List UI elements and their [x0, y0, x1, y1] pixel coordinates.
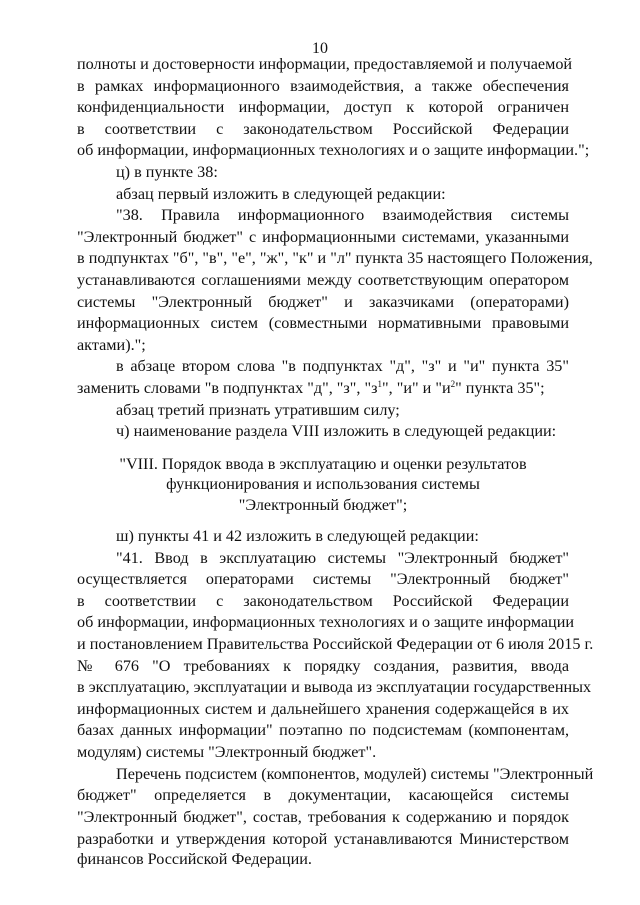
text-line: "41. Ввод в эксплуатацию системы "Электронный бюджет": [116, 549, 569, 567]
text-line: полноты и достоверности информации, предоставляемой и получаемой: [77, 55, 573, 73]
text-line: в эксплуатацию, эксплуатации и вывода из эксплуатации государственных: [77, 678, 592, 696]
text-line: об информации, информационных технологиях и о защите информации.";: [77, 141, 590, 159]
text-line: осуществляется операторами системы "Электронный бюджет": [77, 570, 569, 588]
text-line: "Электронный бюджет", состав, требования к содержанию и порядок: [77, 808, 569, 826]
text-line: в абзаце втором слова "в подпунктах "д", "з" и "и" пункта 35": [116, 357, 569, 375]
text-line: разработки и утверждения которой устанавливаются Министерством: [77, 830, 569, 848]
text-line: информационных систем (совместными нормативными правовыми: [77, 314, 569, 332]
text-line: в соответствии с законодательством Российской Федерации: [77, 120, 569, 138]
page-number: 10: [312, 40, 328, 57]
text-line: в подпунктах "б", "в", "е", "ж", "к" и "л" пункта 35 настоящего Положения,: [77, 249, 593, 267]
text-line: устанавливаются соглашениями между соответствующим оператором: [77, 271, 569, 289]
section-heading-line: функционирования и использования системы: [166, 475, 480, 493]
text-line: конфиденциальности информации, доступ к которой ограничен: [77, 98, 569, 116]
text-line: ц) в пункте 38:: [116, 163, 218, 181]
text-line: № 676 "О требованиях к порядку создания, развития, ввода: [77, 657, 569, 675]
text-line: в соответствии с законодательством Российской Федерации: [77, 592, 569, 610]
text-line: базах данных информации" поэтапно по подсистемам (компонентам,: [77, 721, 569, 739]
text-line: ш) пункты 41 и 42 изложить в следующей редакции:: [116, 527, 479, 545]
text-line: актами).";: [77, 336, 146, 354]
text-line: модулям) системы "Электронный бюджет".: [77, 743, 377, 761]
text-line: ч) наименование раздела VIII изложить в следующей редакции:: [116, 422, 557, 440]
text-line: "Электронный бюджет" с информационными системами, указанными: [77, 228, 569, 246]
text-line: системы "Электронный бюджет" и заказчиками (операторами): [77, 293, 569, 311]
text-line: в рамках информационного взаимодействия, а также обеспечения: [77, 77, 569, 95]
text-line: "38. Правила информационного взаимодействия системы: [116, 206, 569, 224]
text-line: и постановлением Правительства Российской Федерации от 6 июля 2015 г.: [77, 635, 594, 653]
text-line: абзац третий признать утратившим силу;: [116, 401, 400, 419]
text-line: Перечень подсистем (компонентов, модулей) системы "Электронный: [116, 765, 594, 783]
section-heading-line: "VIII. Порядок ввода в эксплуатацию и оценки результатов: [119, 455, 527, 473]
text-line: абзац первый изложить в следующей редакции:: [116, 185, 446, 203]
text-line: финансов Российской Федерации.: [77, 850, 312, 868]
text-line: информационных систем и дальнейшего хранения содержащейся в их: [77, 700, 569, 718]
section-heading-line: "Электронный бюджет";: [238, 496, 408, 514]
text-line: бюджет" определяется в документации, касающейся системы: [77, 786, 569, 804]
text-line: об информации, информационных технологиях и о защите информации: [77, 613, 575, 631]
text-line: заменить словами "в подпунктах "д", "з", "$з^1$", "и" и "$и^2$" пункта 35";: [77, 379, 545, 397]
